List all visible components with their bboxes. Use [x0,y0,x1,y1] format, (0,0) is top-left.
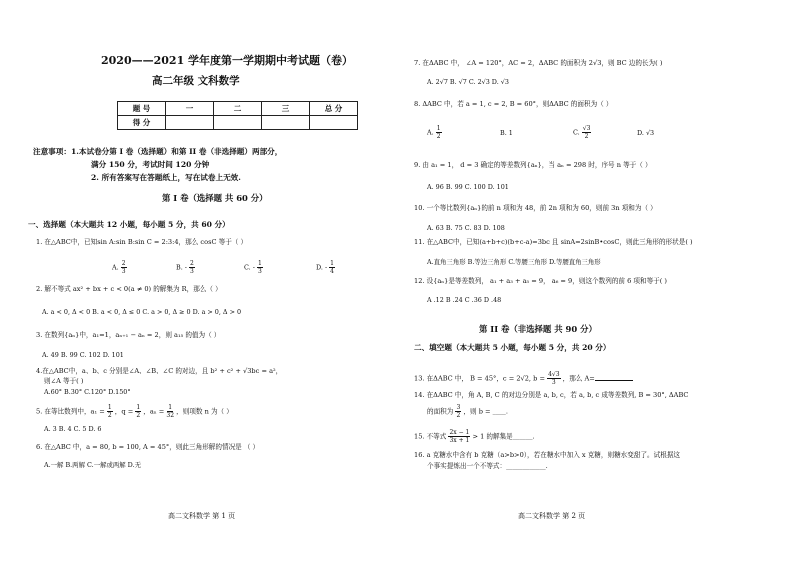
question-14-line-2: 的面积为 $\frac{3}{2}$ ，则 b = ____. [427,404,508,419]
q1-option-b: B. - $\frac{2}{3}$ [176,260,194,275]
question-14: 14. 在ΔABC 中，角 A, B, C 的对边分别是 a, b, c，若 a, b, c 成等差数列, B = 30°, ΔABC [414,391,689,399]
q3-options: A. 49 B. 99 C. 102 D. 101 [42,351,124,359]
table-cell: 总 分 [310,102,358,116]
score-table-row [118,116,358,130]
question-4-line-2: 则∠A 等于( ) [44,377,84,385]
question-4: 4.在△ABC中，a、b、c 分别是∠A、∠B、∠C 的对边，且 b² + c² + √3bc = a²， [36,367,283,375]
q8-option-c: C. $\frac{√3}{2}$ [573,125,591,140]
score-table [117,101,358,130]
q9-options: A. 96 B. 99 C. 100 D. 101 [427,183,509,191]
q5-options: A. 3 B. 4 C. 5 D. 6 [44,425,102,433]
question-10: 10. 一个等比数列{aₙ}的前 n 项和为 48，前 2n 项和为 60，则前 3n 项和为（ ） [414,204,657,212]
q8-option-d: D. √3 [637,129,655,137]
footer-right: 高二文科数学 第 2 页 [518,512,586,520]
score-table-row [118,102,358,116]
table-cell [262,116,310,130]
section-1-heading: 一、选择题（本大题共 12 小题，每小题 5 分，共 60 分） [28,220,230,229]
q4-options: A.60° B.30° C.120° D.150° [44,388,131,396]
question-12: 12. 设{aₙ}是等差数列， a₁ + a₃ + a₅ = 9， a₆ = 9，则这个数列的前 6 项和等于( ) [414,277,668,285]
question-11: 11. 在△ABC中，已知(a+b+c)(b+c-a)=3bc 且 sinA=2sinB•cosC，则此三角形的形状是( ) [414,238,693,246]
table-cell [166,116,214,130]
table-cell: 三 [262,102,310,116]
notice-line-3: 2. 所有答案写在答题纸上，写在试卷上无效. [91,173,241,182]
q6-options: A.一解 B.两解 C.一解或两解 D.无 [44,461,141,469]
notice-line-2: 满分 150 分，考试时间 120 分钟 [91,160,210,169]
question-9: 9. 由 a₁ = 1， d = 3 确定的等差数列{aₙ}，当 aₙ = 298 时，序号 n 等于（ ） [414,161,652,169]
page-right [397,0,794,561]
q11-options: A.直角三角形 B.等边三角形 C.等腰三角形 D.等腰直角三角形 [427,258,601,266]
question-2: 2. 解不等式 ax² + bx + c < 0(a ≠ 0) 的解集为 R，那么（ ） [36,285,222,293]
question-8: 8. ΔABC 中，若 a = 1, c = 2, B = 60°，则ΔABC 的面积为（ ） [414,100,613,108]
table-cell: 得 分 [118,116,166,130]
table-cell: 一 [166,102,214,116]
part1-heading: 第 I 卷（选择题 共 60 分） [162,193,268,203]
section-2-heading: 二、填空题（本大题共 5 小题，每小题 5 分，共 20 分） [414,343,611,352]
q1-option-a: A. $\frac{2}{3}$ [112,260,126,275]
q12-options: A .12 B .24 C .36 D .48 [427,296,502,304]
exam-title: 2020——2021 学年度第一学期期中考试题（卷） [101,54,354,67]
exam-subtitle: 高二年级 文科数学 [152,75,240,87]
question-6: 6. 在△ABC 中，a = 80, b = 100, A = 45°，则此三角形解的情况是 （ ） [36,443,260,451]
question-13: 13. 在ΔABC 中， B = 45°，c = 2√2, b = $\frac{4√3}{3}$ ，那么 A= [414,371,633,386]
q1-option-c: C. - $\frac{1}{3}$ [244,260,262,275]
notice-line-1: 注意事项：1.本试卷分第 I 卷（选择题）和第 II 卷（非选择题）两部分， [33,147,283,156]
q8-option-b: B. 1 [500,129,513,137]
question-16: 16. a 克糖水中含有 b 克糖（a>b>0），若在糖水中加入 x 克糖，则糖水变甜了。试根据这 [414,451,681,459]
table-cell [214,116,262,130]
question-1: 1. 在△ABC中，已知sin A:sin B:sin C = 2:3:4，那么 cosC 等于（ ） [36,238,248,246]
part2-heading: 第 II 卷（非选择题 共 90 分） [479,324,597,334]
q7-options: A. 2√7 B. √7 C. 2√3 D. √3 [427,78,509,86]
question-15: 15. 不等式 $\frac{2x - 1}{3x + 1}$ > 1 的解集是______. [414,429,535,444]
table-cell: 二 [214,102,262,116]
footer-left: 高二文科数学 第 1 页 [168,512,236,520]
q2-options: A. a < 0, Δ < 0 B. a < 0, Δ ≤ 0 C. a > 0, Δ ≥ 0 D. a > 0, Δ > 0 [42,308,242,316]
q10-options: A. 63 B. 75 C. 83 D. 108 [427,224,505,232]
question-5: 5. 在等比数列中，a₁ = $\frac{1}{2}$ ，q = $\frac{1}{2}$ ，aₙ = $\frac{1}{32}$ ，则项数 n 为（ ） [36,404,233,419]
question-16-line-2: 个事实提炼出一个不等式：____________. [427,462,548,470]
question-3: 3. 在数列{aₙ}中，a₁=1，aₙ₊₁ − aₙ = 2，则 a₁₅ 的值为（ ） [36,331,221,339]
question-7: 7. 在ΔABC 中， ∠A = 120°，AC = 2，ΔABC 的面积为 2√3，则 BC 边的长为( ) [414,59,663,67]
q1-option-d: D. - $\frac{1}{4}$ [316,260,334,275]
table-cell [310,116,358,130]
table-cell: 题 号 [118,102,166,116]
q8-option-a: A. $\frac{1}{2}$ [427,125,441,140]
